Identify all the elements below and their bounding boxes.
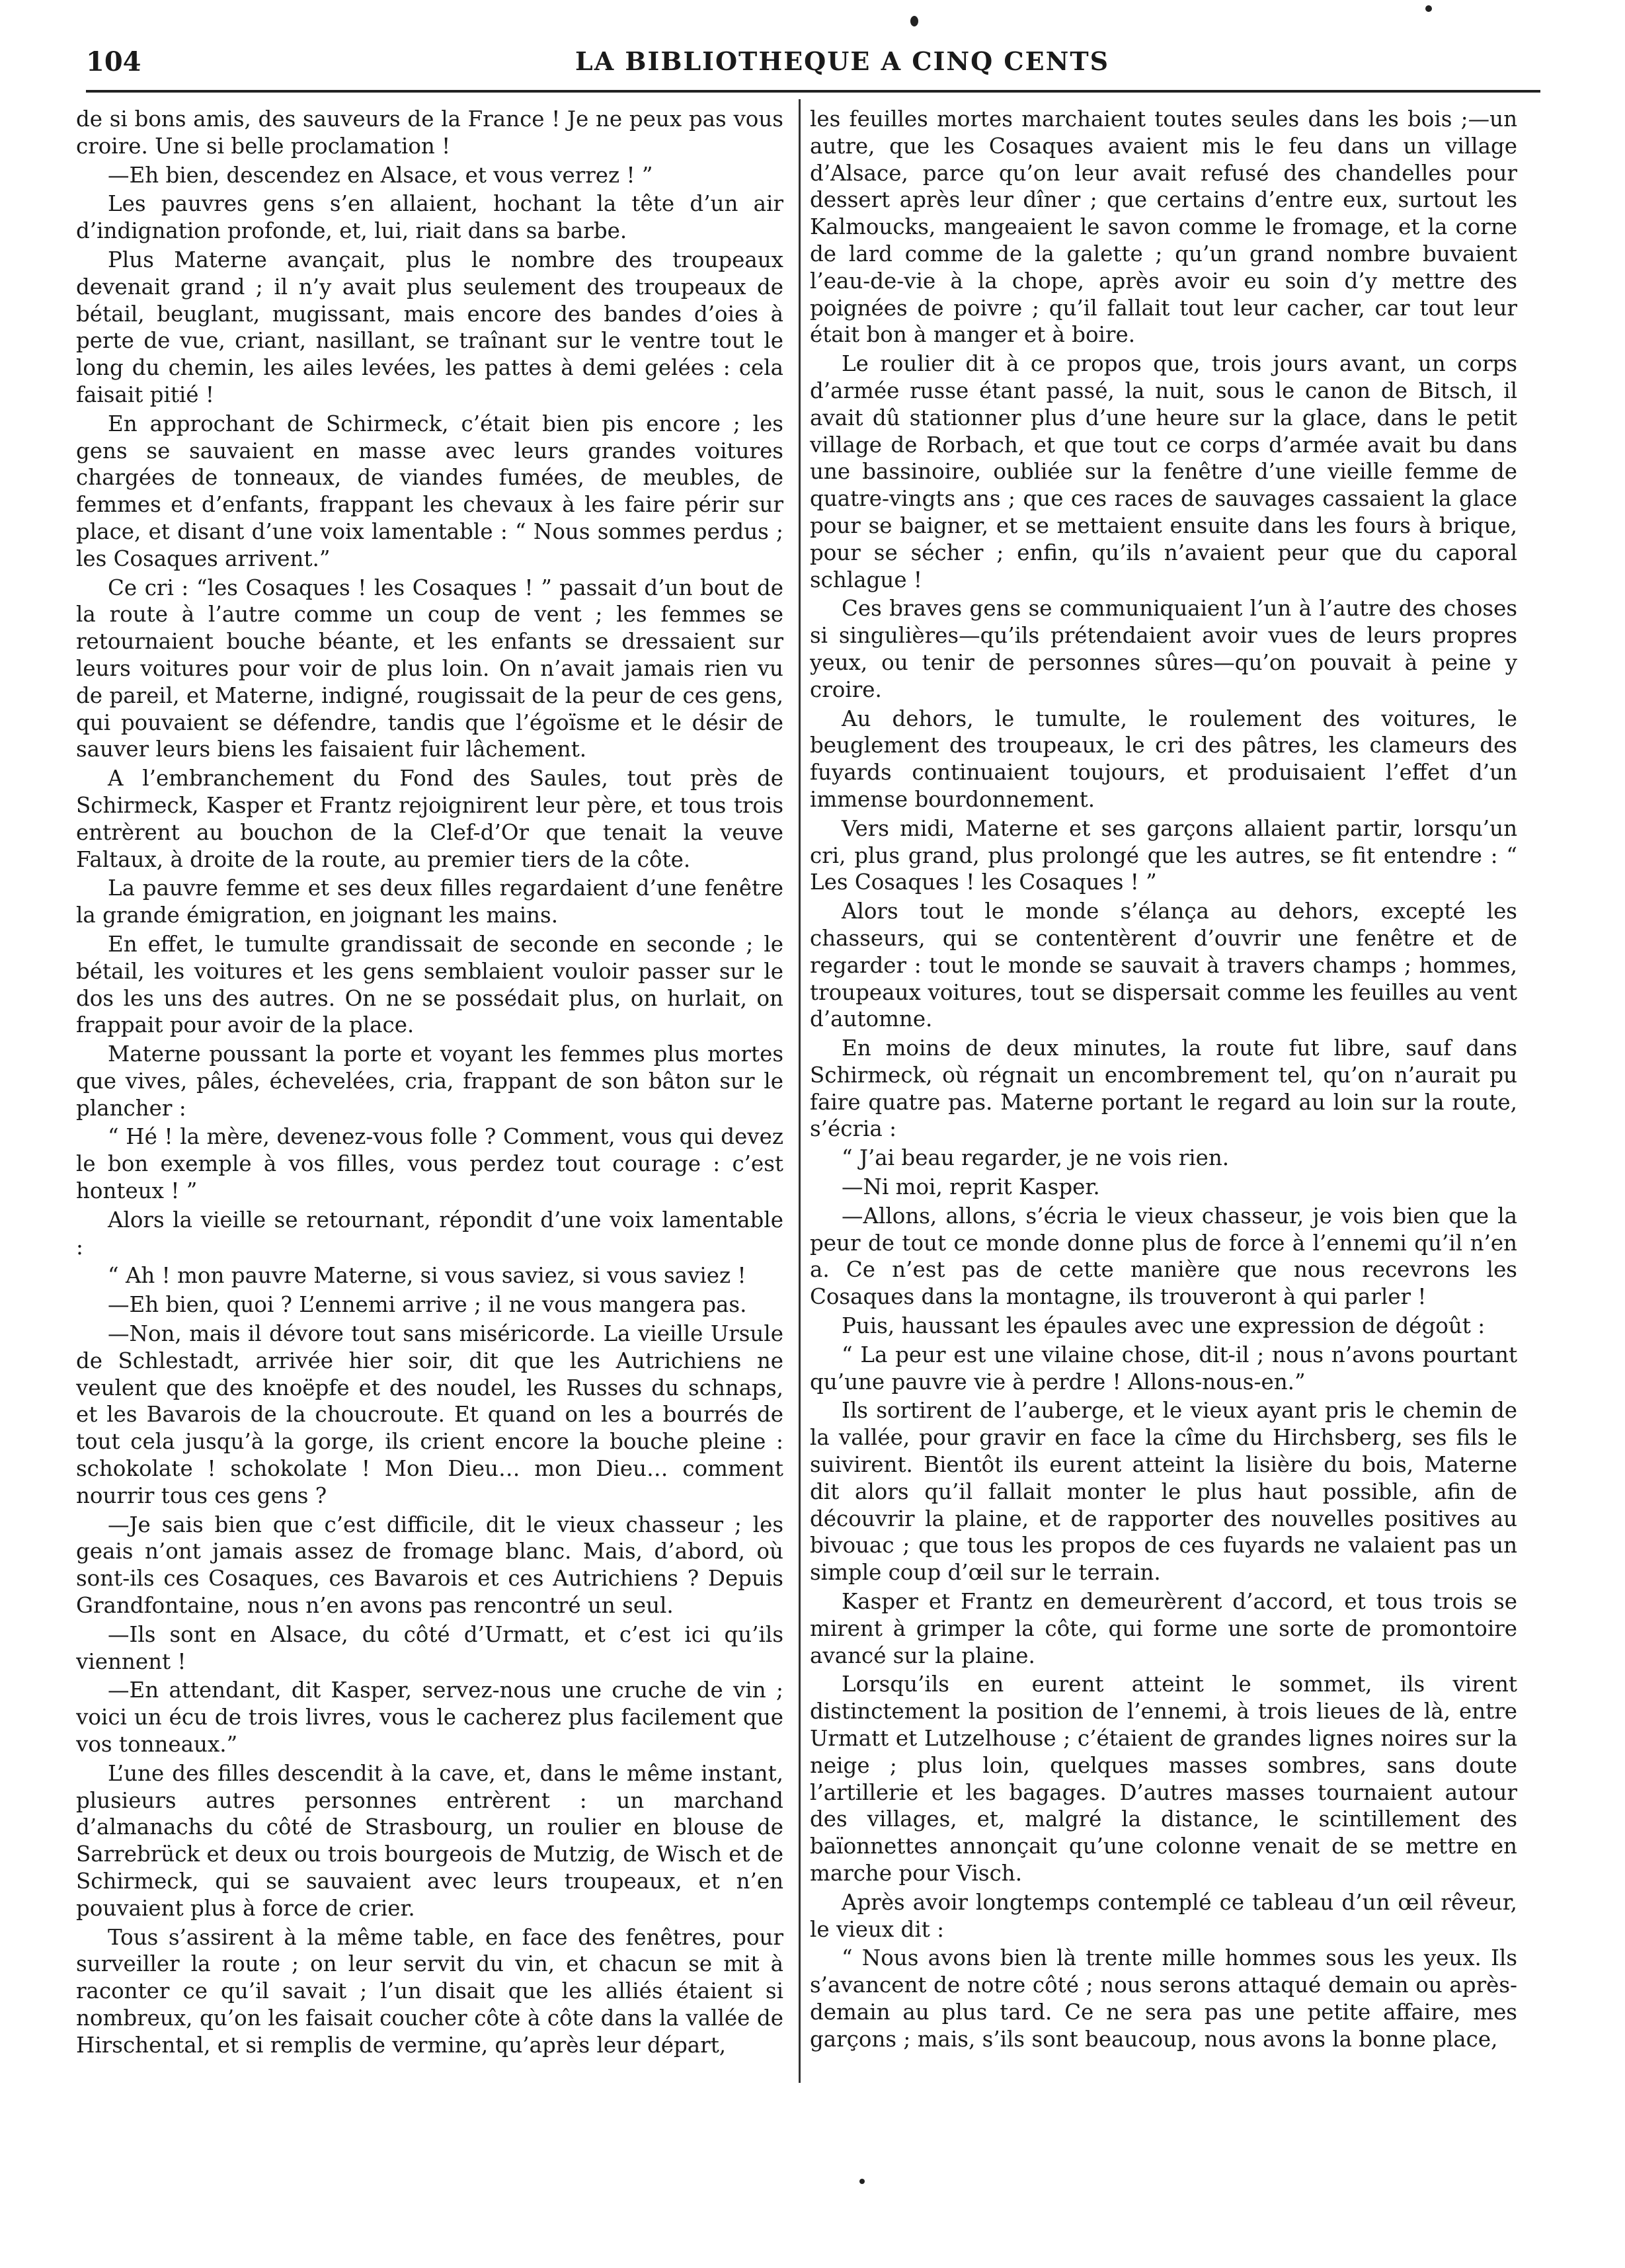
paragraph: Les pauvres gens s’en allaient, hochant la tête d’un air d’indignation profonde, et, lui, riait dans sa barbe. [76,191,783,244]
ink-speck [910,16,918,26]
paragraph: —Ils sont en Alsace, du côté d’Urmatt, et c’est ici qu’ils viennent ! [76,1621,783,1674]
paragraph: En effet, le tumulte grandissait de seconde en seconde ; le bétail, les voitures et les gens semblaient vouloir passer sur le dos les uns des autres. On ne se possédait plus, on hurlait, on frappait pour avoir de la place. [76,931,783,1038]
paragraph: L’une des filles descendit à la cave, et, dans le même instant, plusieurs autres personnes entrèrent : un marchand d’almanachs du côté de Strasbourg, un roulier en blouse de Sarrebrück et deux ou trois bourgeois de Mutzig, de Wisch et de Schirmeck, qui se sauvaient avec leurs troupeaux, et n’en pouvaient plus à force de crier. [76,1760,783,1921]
paragraph: Au dehors, le tumulte, le roulement des voitures, le beuglement des troupeaux, le cri des pâtres, les clameurs des fuyards continuaient toujours, et produisaient l’effet d’un immense bourdonnement. [810,706,1517,812]
paragraph: —Non, mais il dévore tout sans miséricorde. La vieille Ursule de Schlestadt, arrivée hier soir, dit que les Autrichiens ne veulent que des knoëpfe et des noudel, les Russes du schnaps, et les Bavarois de la choucroute. Et quand on les a bourrés de tout cela jusqu’à la gorge, ils crient encore la bouche pleine : schokolate ! schokolate ! Mon Dieu… mon Dieu… comment nourrir tous ces gens ? [76,1321,783,1508]
paragraph: Tous s’assirent à la même table, en face des fenêtres, pour surveiller la route ; on leur servit du vin, et chacun se mit à raconter ce qu’il savait ; l’un disait que les alliés étaient si nombreux, qu’on les faisait coucher côte à côte dans la vallée de Hirschental, et si remplis de vermine, qu’après leur départ, [76,1924,783,2058]
paragraph: Le roulier dit à ce propos que, trois jours avant, un corps d’armée russe étant passé, la nuit, sous le canon de Bitsch, il avait dû stationner plus d’une heure sur la glace, dans le petit village de Rorbach, et que tout ce corps d’armée avait bu dans une bassinoire, oubliée sur la fenêtre d’une vieille femme de quatre-vingts ans ; que ces races de sauvages cassaient la glace pour se baigner, et se mettaient ensuite dans les fours à brique, pour se sécher ; enfin, qu’ils n’avaient peur que du caporal schlague ! [810,351,1517,592]
paragraph: —Eh bien, quoi ? L’ennemi arrive ; il ne vous mangera pas. [108,1292,747,1318]
running-title: LA BIBLIOTHEQUE A CINQ CENTS [575,46,1110,76]
paragraph: En moins de deux minutes, la route fut libre, sauf dans Schirmeck, où régnait un encombrement tel, qu’on n’aurait pu faire quatre pas. Materne portant le regard au loin sur la route, s’écria : [810,1035,1517,1142]
paragraph: les feuilles mortes marchaient toutes seules dans les bois ;—un autre, que les Cosaques avaient mis le feu dans un village d’Alsace, parce qu’on leur avait refusé des chandelles pour dessert après leur dîner ; que certains d’entre eux, surtout les Kalmoucks, mangeaient le savon comme le fromage, et la corne de lard comme de la galette ; qu’un grand nombre buvaient l’eau-de-vie à la chope, après avoir eu soin d’y mettre des poignées de poivre ; qu’il fallait tout leur cacher, car tout leur était bon à manger et à boire. [810,106,1517,348]
paragraph: Puis, haussant les épaules avec une expression de dégoût : [842,1313,1486,1339]
paragraph: Kasper et Frantz en demeurèrent d’accord, et tous trois se mirent à grimper la côte, qui forme une sorte de promontoire avancé sur la plaine. [810,1589,1517,1668]
page-number: 104 [86,46,141,77]
paragraph: Ces braves gens se communiquaient l’un à l’autre des choses si singulières—qu’ils prétendaient avoir vues de leurs propres yeux, ou tenir de personnes sûres—qu’on pouvait à peine y croire. [810,596,1517,702]
paragraph: “ La peur est une vilaine chose, dit-il ; nous n’avons pourtant qu’une pauvre vie à perdre ! Allons-nous-en.” [810,1342,1517,1395]
column-divider [799,99,801,2083]
left-column [76,106,783,2096]
paragraph: “ Ah ! mon pauvre Materne, si vous saviez, si vous saviez ! [108,1263,746,1289]
paragraph: “ Hé ! la mère, devenez-vous folle ? Comment, vous qui devez le bon exemple à vos filles, vous perdez tout courage : c’est honteux ! ” [76,1124,783,1204]
paragraph: “ J’ai beau regarder, je ne vois rien. [842,1145,1230,1171]
paragraph: En approchant de Schirmeck, c’était bien pis encore ; les gens se sauvaient en masse avec leurs grandes voitures chargées de tonneaux, de viandes fumées, de meubles, de femmes et d’enfants, frappant les chevaux à les faire périr sur place, et disant d’une voix lamentable : “ Nous sommes perdus ; les Cosaques arrivent.” [76,411,783,571]
paragraph: Alors tout le monde s’élança au dehors, excepté les chasseurs, qui se contentèrent d’ouvrir une fenêtre et de regarder : tout le monde se sauvait à travers champs ; hommes, troupeaux voitures, tout se dispersait comme les feuilles au vent d’automne. [810,899,1517,1032]
paragraph: Plus Materne avançait, plus le nombre des troupeaux devenait grand ; il n’y avait plus seulement des troupeaux de bétail, beuglant, mugissant, mais encore des bandes d’oies à perte de vue, criant, nasillant, se traînant sur le ventre tout le long du chemin, les ailes levées, les pattes à demi gelées : cela faisait pitié ! [76,247,783,407]
paragraph: Vers midi, Materne et ses garçons allaient partir, lorsqu’un cri, plus grand, plus prolongé que les autres, se fit entendre : “ Les Cosaques ! les Cosaques ! ” [810,815,1517,895]
paragraph: “ Nous avons bien là trente mille hommes sous les yeux. Ils s’avancent de notre côté ; nous serons attaqué demain ou après-demain au plus tard. Ce ne sera pas une petite affaire, mes garçons ; mais, s’ils sont beaucoup, nous avons la bonne place, [810,1945,1517,2052]
paragraph: Après avoir longtemps contemplé ce tableau d’un œil rêveur, le vieux dit : [810,1889,1517,1942]
paragraph: Ils sortirent de l’auberge, et le vieux ayant pris le chemin de la vallée, pour gravir en face la cîme du Hirchsberg, ses fils le suivirent. Bientôt ils eurent atteint la lisière du bois, Materne dit alors qu’il fallait monter le plus haut possible, afin de découvrir la plaine, et de rapporter des nouvelles positives au bivouac ; que tous les propos de ces fuyards ne valaient pas un simple coup d’œil sur le terrain. [810,1398,1517,1586]
header-rule [86,90,1540,93]
paragraph: A l’embranchement du Fond des Saules, tout près de Schirmeck, Kasper et Frantz rejoignirent leur père, et tous trois entrèrent au bouchon de la Clef-d’Or que tenait la veuve Faltaux, à droite de la route, au premier tiers de la côte. [76,766,783,872]
paragraph: —Allons, allons, s’écria le vieux chasseur, je vois bien que la peur de tout ce monde donne plus de force à l’ennemi qu’il n’en a. Ce n’est pas de cette manière que nous recevrons les Cosaques dans la montagne, ils trouveront à qui parler ! [810,1203,1517,1310]
paragraph: Ce cri : “les Cosaques ! les Cosaques ! ” passait d’un bout de la route à l’autre comme un coup de vent ; les femmes se retournaient bouche béante, et les enfants se dressaient sur leurs voitures pour voir de plus loin. On n’avait jamais rien vu de pareil, et Materne, indigné, rougissait de la peur de ces gens, qui pouvaient se défendre, tandis que l’égoïsme et le désir de sauver leurs biens les faisaient fuir lâchement. [76,575,783,762]
paragraph: Materne poussant la porte et voyant les femmes plus mortes que vives, pâles, échevelées, cria, frappant de son bâton sur le plancher : [76,1041,783,1121]
paragraph: —Je sais bien que c’est difficile, dit le vieux chasseur ; les geais n’ont jamais assez de fromage blanc. Mais, d’abord, où sont-ils ces Cosaques, ces Bavarois et ces Autrichiens ? Depuis Grandfontaine, nous n’en avons pas rencontré un seul. [76,1512,783,1619]
page-header [86,46,1540,86]
paragraph: Lorsqu’ils en eurent atteint le sommet, ils virent distinctement la position de l’ennemi, à trois lieues de là, entre Urmatt et Lutzelhouse ; c’étaient de grandes lignes noires sur la neige ; plus loin, quelques masses sombres, sans doute l’artillerie et les bagages. D’autres masses tournaient autour des villages, et, malgré la distance, le scintillement des baïonnettes annonçait qu’une colonne venait de se mettre en marche pour Visch. [810,1672,1517,1886]
paragraph: La pauvre femme et ses deux filles regardaient d’une fenêtre la grande émigration, en joignant les mains. [76,875,783,928]
paragraph: —Ni moi, reprit Kasper. [842,1174,1100,1200]
ink-speck [1425,5,1432,12]
paragraph: —Eh bien, descendez en Alsace, et vous verrez ! ” [108,162,653,188]
paragraph: —En attendant, dit Kasper, servez-nous une cruche de vin ; voici un écu de trois livres, vous le cacherez plus facilement que vos tonneaux.” [76,1678,783,1758]
paragraph: de si bons amis, des sauveurs de la France ! Je ne peux pas vous croire. Une si belle proclamation ! [76,106,783,159]
right-column [810,106,1517,2096]
ink-speck [859,2179,865,2184]
paragraph: Alors la vieille se retournant, répondit d’une voix lamentable : [76,1207,783,1260]
